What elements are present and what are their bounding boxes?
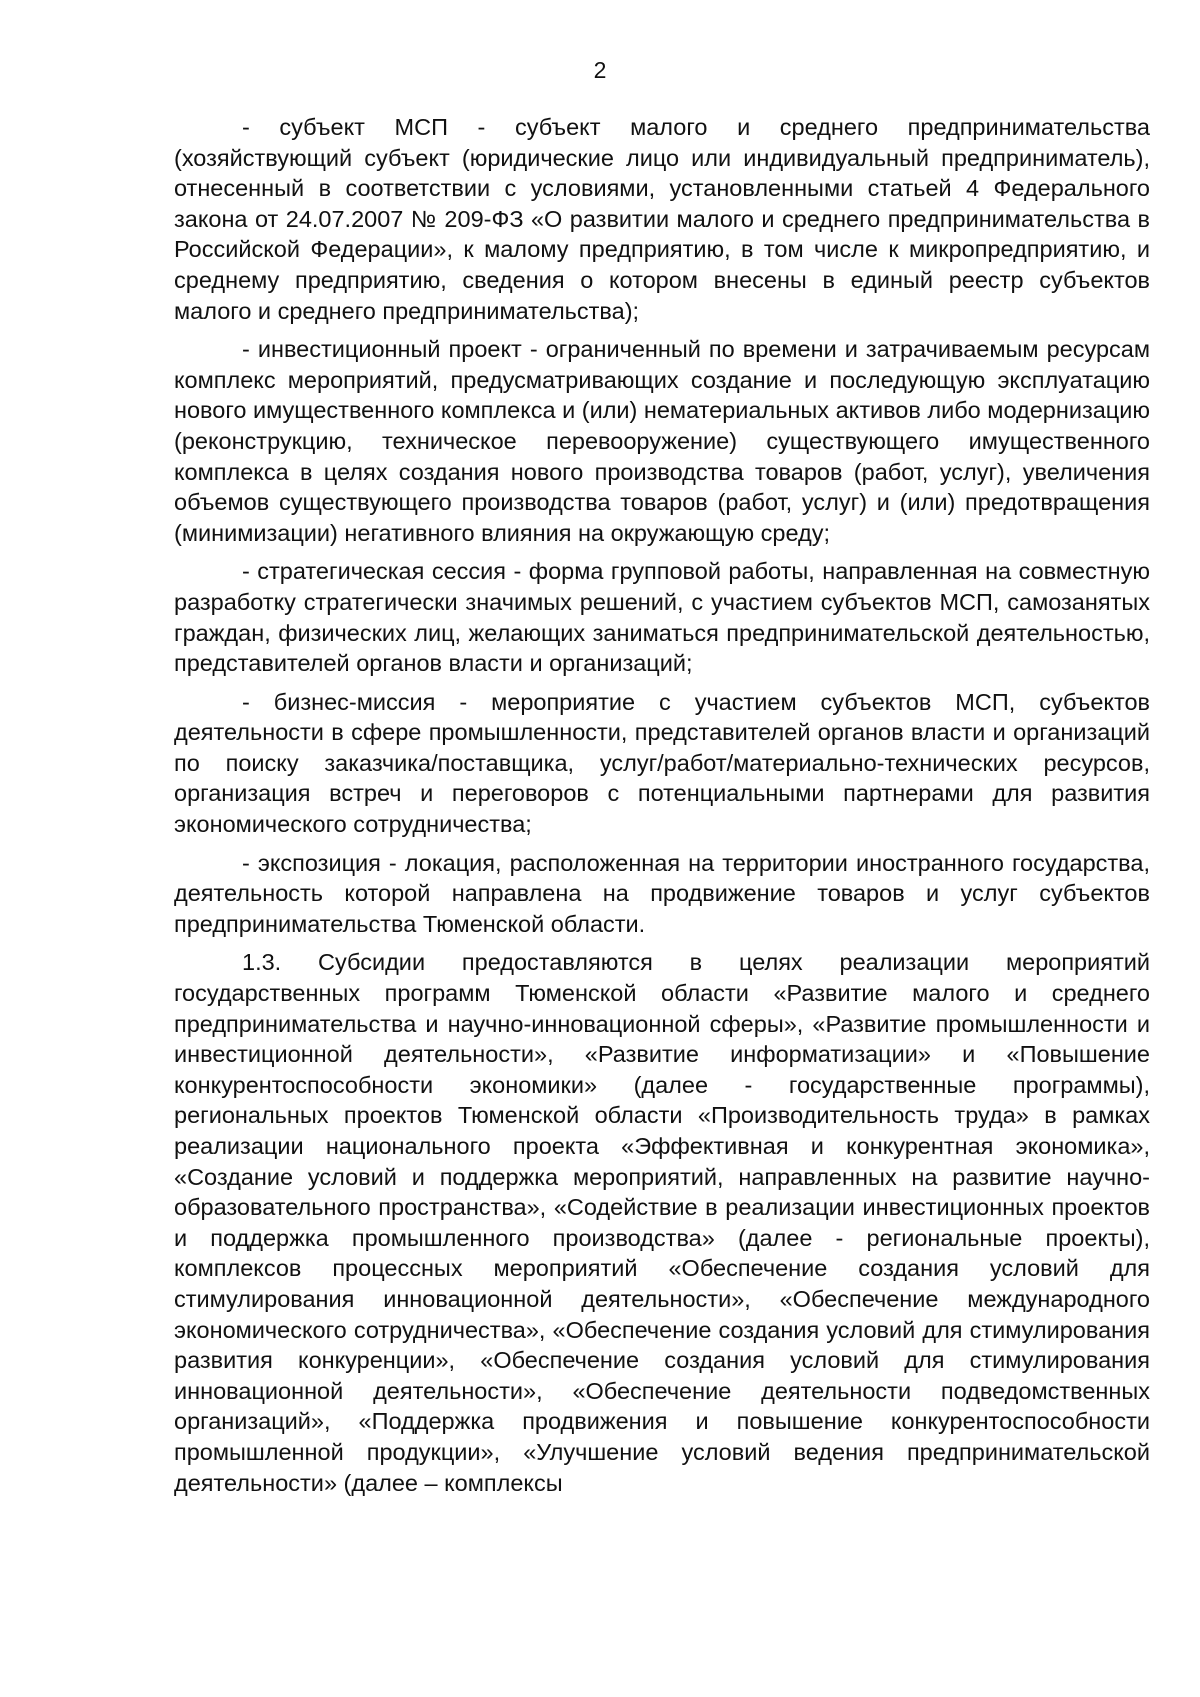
document-body [174, 112, 1150, 1506]
definition-msp-subject: - субъект МСП - субъект малого и среднего предпринимательства (хозяйствующий субъект (юридические лицо или индивидуальный предприниматель), отнесенный в соответствии с условиями, установленными статьей 4 Федерального закона от 24.07.2007 № 209-ФЗ «О развитии малого и среднего предпринимательства в Российской Федерации», к малому предприятию, в том числе к микропредприятию, и среднему предприятию, сведения о котором внесены в единый реестр субъектов малого и среднего предпринимательства); [174, 114, 1150, 324]
definition-strategic-session: - стратегическая сессия - форма групповой работы, направленная на совместную разработку стратегически значимых решений, с участием субъектов МСП, самозанятых граждан, физических лиц, желающих заниматься предпринимательской деятельностью, представителей органов власти и организаций; [174, 558, 1150, 677]
definition-investment-project: - инвестиционный проект - ограниченный по времени и затрачиваемым ресурсам комплекс мероприятий, предусматривающих создание и последующую эксплуатацию нового имущественного комплекса и (или) нематериальных активов либо модернизацию (реконструкцию, техническое перевооружение) существующего имущественного комплекса в целях создания нового производства товаров (работ, услуг), увеличения объемов существующего производства товаров (работ, услуг) и (или) предотвращения (минимизации) негативного влияния на окружающую среду; [174, 336, 1151, 546]
page-number: 2 [593, 57, 607, 83]
definition-exposition: - экспозиция - локация, расположенная на территории иностранного государства, деятельность которой направлена на продвижение товаров и услуг субъектов предпринимательства Тюменской области. [174, 849, 1150, 937]
definition-business-mission: - бизнес-миссия - мероприятие с участием субъектов МСП, субъектов деятельности в сфере промышленности, представителей органов власти и организаций по поиску заказчика/поставщика, услуг/работ/материально-технических ресурсов, организация встреч и переговоров с потенциальными партнерами для развития экономического сотрудничества; [174, 688, 1150, 838]
clause-1-3: 1.3. Субсидии предоставляются в целях реализации мероприятий государственных программ Тюменской области «Развитие малого и среднего предпринимательства и научно-инновационной сферы», «Развитие промышленности и инвестиционной деятельности», «Развитие информатизации» и «Повышение конкурентоспособности экономики» (далее - государственные программы), региональных проектов Тюменской области «Производительность труда» в рамках реализации национального проекта «Эффективная и конкурентная экономика», «Создание условий и поддержка мероприятий, направленных на развитие научно-образовательного пространства», «Содействие в реализации инвестиционных проектов и поддержка промышленного производства» (далее - региональные проекты), комплексов процессных мероприятий «Обеспечение создания условий для стимулирования инновационной деятельности», «Обеспечение международного экономического сотрудничества», «Обеспечение создания условий для стимулирования развития конкуренции», «Обеспечение создания условий для стимулирования инновационной деятельности», «Обеспечение деятельности подведомственных организаций», «Поддержка продвижения и повышение конкурентоспособности промышленной продукции», «Улучшение условий ведения предпринимательской деятельности» (далее – комплексы [174, 949, 1150, 1496]
